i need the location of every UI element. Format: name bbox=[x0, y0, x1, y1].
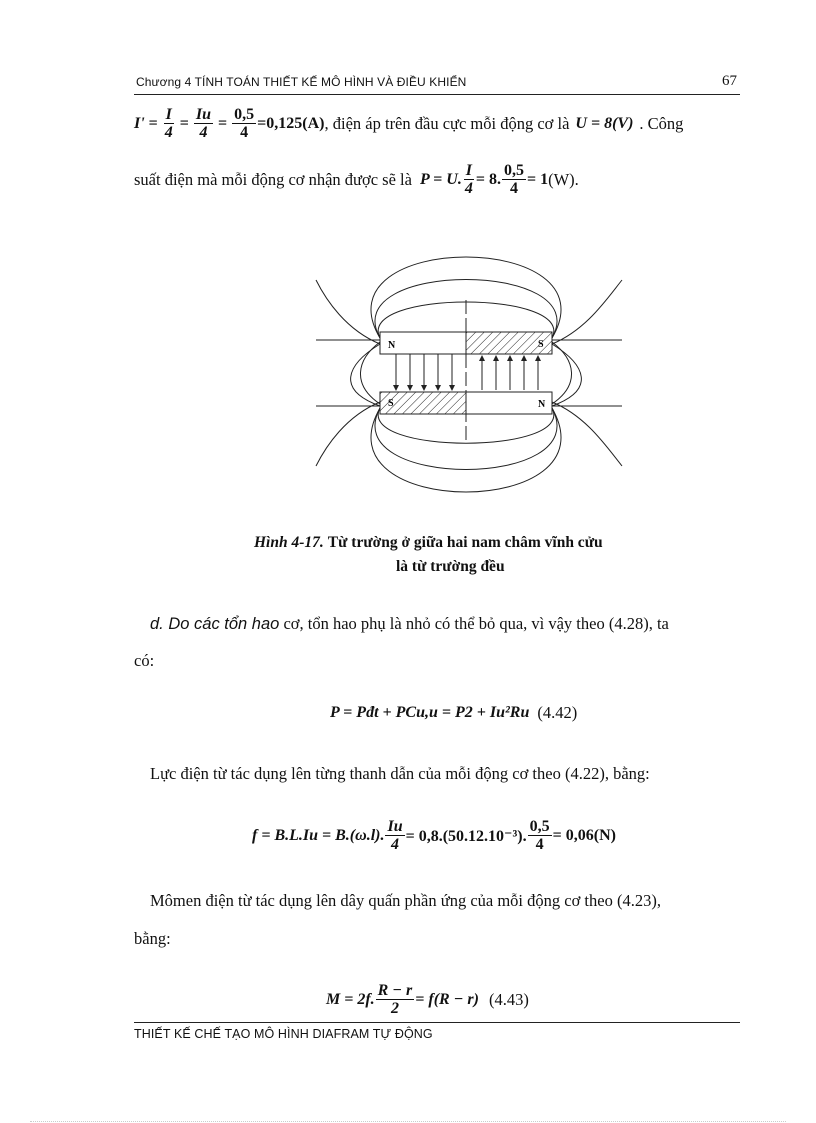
paragraph-4-line-2: bằng: bbox=[134, 929, 171, 948]
label-n-top: N bbox=[388, 340, 396, 351]
eq443-frac: $\frac{R - r}{2}$ bbox=[377, 982, 413, 1017]
label-s-top: S bbox=[538, 339, 544, 350]
eq442-expression: P = Pđt + PCu,u = P2 + Iu²Ru bbox=[330, 704, 530, 721]
paragraph-2-line-1 bbox=[150, 614, 669, 634]
eq-voltage: U = 8(V) bbox=[575, 114, 634, 132]
equation-4-42 bbox=[330, 703, 577, 723]
figure-caption-line-1 bbox=[254, 534, 603, 552]
equation-force bbox=[252, 818, 616, 853]
paragraph-4-line-1: Mômen điện từ tác dụng lên dây quấn phần ứng của mỗi động cơ theo (4.23), bbox=[150, 891, 661, 910]
eq-frac-iu-over-4: $\frac{Iu}{4}$ bbox=[195, 106, 212, 141]
paragraph-3: Lực điện từ tác dụng lên từng thanh dẫn của mỗi động cơ theo (4.22), bằng: bbox=[150, 764, 650, 783]
paragraph-1-line-2-text: suất điện mà mỗi động cơ nhận được sẽ là bbox=[134, 169, 412, 189]
eq-force-frac2: $\frac{0,5}{4}$ bbox=[529, 818, 550, 853]
paragraph-1-line-1: I' = $\frac{I}{4}$ = $\frac{Iu}{4}$ = $\frac{0,5}{4}$ =0,125(A) , điện áp trên đầu cực mỗi động cơ là U = 8(V) . Công bbox=[134, 106, 684, 141]
eq443-lhs: M = 2f. bbox=[326, 990, 375, 1008]
eq-power-mid: = 8. bbox=[475, 170, 501, 188]
eq-power-frac: $\frac{I}{4}$ bbox=[464, 162, 473, 197]
eq442-number: (4.42) bbox=[537, 703, 578, 722]
footer-rule bbox=[134, 1022, 740, 1023]
caption-text-1: Từ trường ở giữa hai nam châm vĩnh cửu bbox=[327, 534, 603, 551]
running-footer: THIẾT KẾ CHẾ TẠO MÔ HÌNH DIAFRAM TỰ ĐỘNG bbox=[134, 1027, 433, 1041]
label-n-bottom: N bbox=[538, 399, 546, 410]
eq-current-lhs: I' bbox=[134, 114, 145, 132]
page-number: 67 bbox=[722, 73, 737, 89]
caption-label: Hình 4-17. bbox=[254, 534, 324, 551]
paragraph-1-text-b: . Công bbox=[639, 113, 684, 133]
eq443-number: (4.43) bbox=[488, 989, 529, 1009]
eq-force-result: = 0,06(N) bbox=[552, 826, 616, 844]
eq-power-result: = 1 bbox=[526, 170, 549, 188]
eq-force-frac1: $\frac{Iu}{4}$ bbox=[387, 818, 403, 853]
eq443-rhs: = f(R − r) bbox=[415, 990, 479, 1008]
label-s-bottom: S bbox=[388, 398, 394, 409]
eq-force-mid: = 0,8.(50.12.10⁻³). bbox=[405, 827, 527, 845]
paragraph-2-text: cơ, tổn hao phụ là nhỏ có thể bỏ qua, vì vậy theo (4.28), ta bbox=[279, 614, 669, 633]
figure-caption-line-2: là từ trường đều bbox=[396, 558, 505, 575]
paragraph-1-line-2 bbox=[134, 162, 579, 197]
paragraph-1-text-a: , điện áp trên đầu cực mỗi động cơ là bbox=[324, 113, 570, 133]
running-header: Chương 4 TÍNH TOÁN THIẾT KẾ MÔ HÌNH VÀ ĐIỀU KHIỂN bbox=[136, 75, 467, 89]
page-edge-dotted-line bbox=[30, 1121, 786, 1122]
header-rule bbox=[134, 94, 740, 95]
paragraph-2-italic: d. Do các tổn hao bbox=[150, 615, 280, 633]
eq-force-lhs: f = B.L.Iu = B.(ω.l). bbox=[252, 826, 385, 844]
eq-frac-05-over-4: $\frac{0,5}{4}$ bbox=[234, 106, 255, 141]
eq-power-unit: (W). bbox=[548, 169, 579, 189]
magnetic-field-figure bbox=[296, 240, 642, 510]
paragraph-2-line-2: có: bbox=[134, 651, 155, 670]
eq-power-frac2: $\frac{0,5}{4}$ bbox=[503, 162, 524, 197]
eq-current-result: =0,125(A) bbox=[257, 114, 325, 132]
eq-power-lhs: P = U. bbox=[419, 170, 462, 188]
eq-frac-i-over-4: $\frac{I}{4}$ bbox=[164, 106, 173, 141]
equation-4-43 bbox=[326, 982, 529, 1017]
